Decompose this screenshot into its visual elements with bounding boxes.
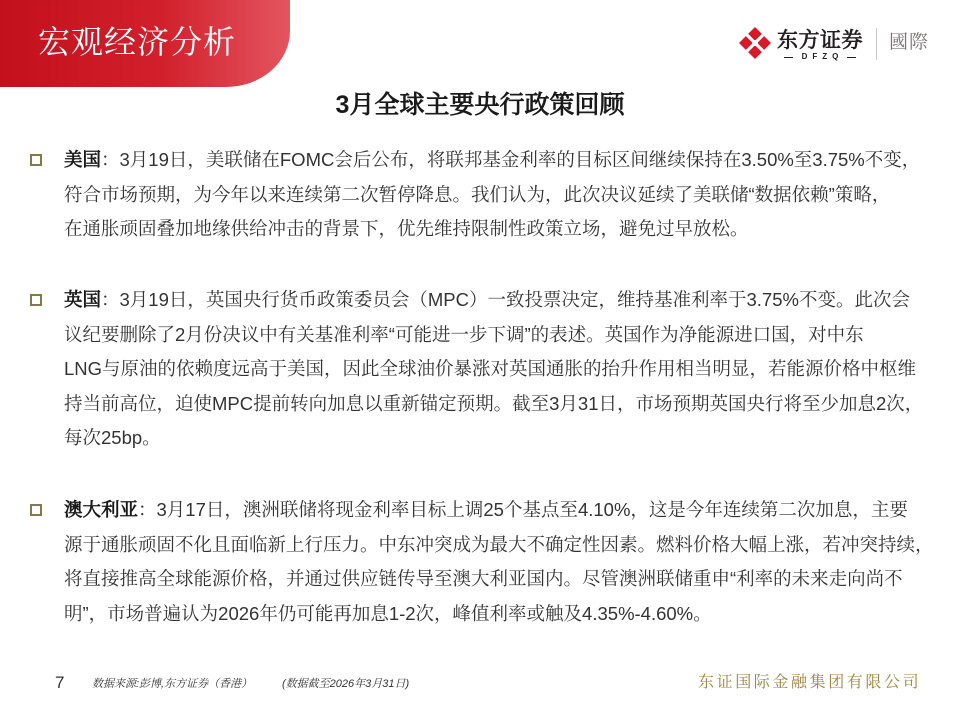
text-line — [64, 143, 944, 178]
square-bullet-icon — [30, 154, 42, 166]
square-bullet-icon — [30, 294, 42, 306]
brand-abbreviation-row — [777, 52, 863, 62]
page-number: 7 — [55, 673, 65, 692]
abbr-left-rule — [784, 57, 793, 58]
line-text: ：3月19日，美联储在FOMC会后公布，将联邦基金利率的目标区间继续保持在3.50%至3.75%不变， — [101, 149, 921, 170]
text-line — [64, 283, 944, 318]
brand-division: 國際 — [889, 32, 930, 53]
abbr-right-rule — [847, 57, 856, 58]
orient-securities-logo-icon — [738, 26, 772, 60]
logo-divider — [876, 28, 877, 60]
data-as-of-note: (数据截至2026年3月31日) — [282, 678, 410, 690]
section-label: 澳大利亚 — [64, 499, 139, 520]
square-bullet-icon — [30, 504, 42, 516]
text-line: LNG与原油的依赖度远高于美国，因此全球油价暴涨对英国通胀的抬升作用相当明显，若能源价格中枢维 — [64, 358, 917, 379]
text-line: 议纪要删除了2月份决议中有关基准利率“可能进一步下调”的表述。英国作为净能源进口国，对中东 — [64, 323, 864, 345]
line-text: ：3月17日，澳洲联储将现金利率目标上调25个基点至4.10%，这是今年连续第二次加息，主要 — [138, 499, 908, 520]
text-line: 明”，市场普遍认为2026年仍可能再加息1-2次，峰值利率或触及4.35%-4.60%。 — [64, 602, 712, 624]
brand-abbreviation: DFZQ — [801, 52, 844, 61]
text-line: 每次25bp。 — [64, 427, 161, 448]
text-line: 持当前高位，迫使MPC提前转向加息以重新锚定预期。截至3月31日，市场预期英国央行将至少加息2次， — [64, 392, 924, 414]
data-source-note: 数据来源:彭博,东方证券（香港） — [92, 678, 253, 690]
section-banner — [0, 0, 290, 87]
text-line: 符合市场预期，为今年以来连续第二次暂停降息。我们认为，此次决议延续了美联储“数据依赖”策略， — [64, 183, 891, 205]
company-name: 东证国际金融集团有限公司 — [698, 674, 922, 691]
section-label: 美国 — [64, 149, 102, 170]
text-line — [64, 493, 944, 528]
section-label: 英国 — [64, 289, 102, 310]
brand-name: 东方证券 — [777, 29, 863, 52]
text-line: 将直接推高全球能源价格，并通过供应链传导至澳大利亚国内。尽管澳洲联储重申“利率的未来走向尚不 — [64, 568, 903, 589]
section-text — [64, 143, 944, 247]
text-line: 源于通胀顽固不化且面临新上行压力。中东冲突成为最大不确定性因素。燃料价格大幅上涨，若冲突持续， — [64, 533, 934, 555]
section-title: 宏观经济分析 — [38, 23, 237, 61]
section-text — [64, 493, 944, 631]
line-text: ：3月19日，英国央行货币政策委员会（MPC）一致投票决定，维持基准利率于3.75%不变。此次会 — [101, 289, 910, 310]
text-line: 在通胀顽固叠加地缘供给冲击的背景下，优先维持限制性政策立场，避免过早放松。 — [64, 218, 749, 239]
section-text — [64, 283, 944, 456]
page-title: 3月全球主要央行政策回顾 — [335, 91, 625, 119]
